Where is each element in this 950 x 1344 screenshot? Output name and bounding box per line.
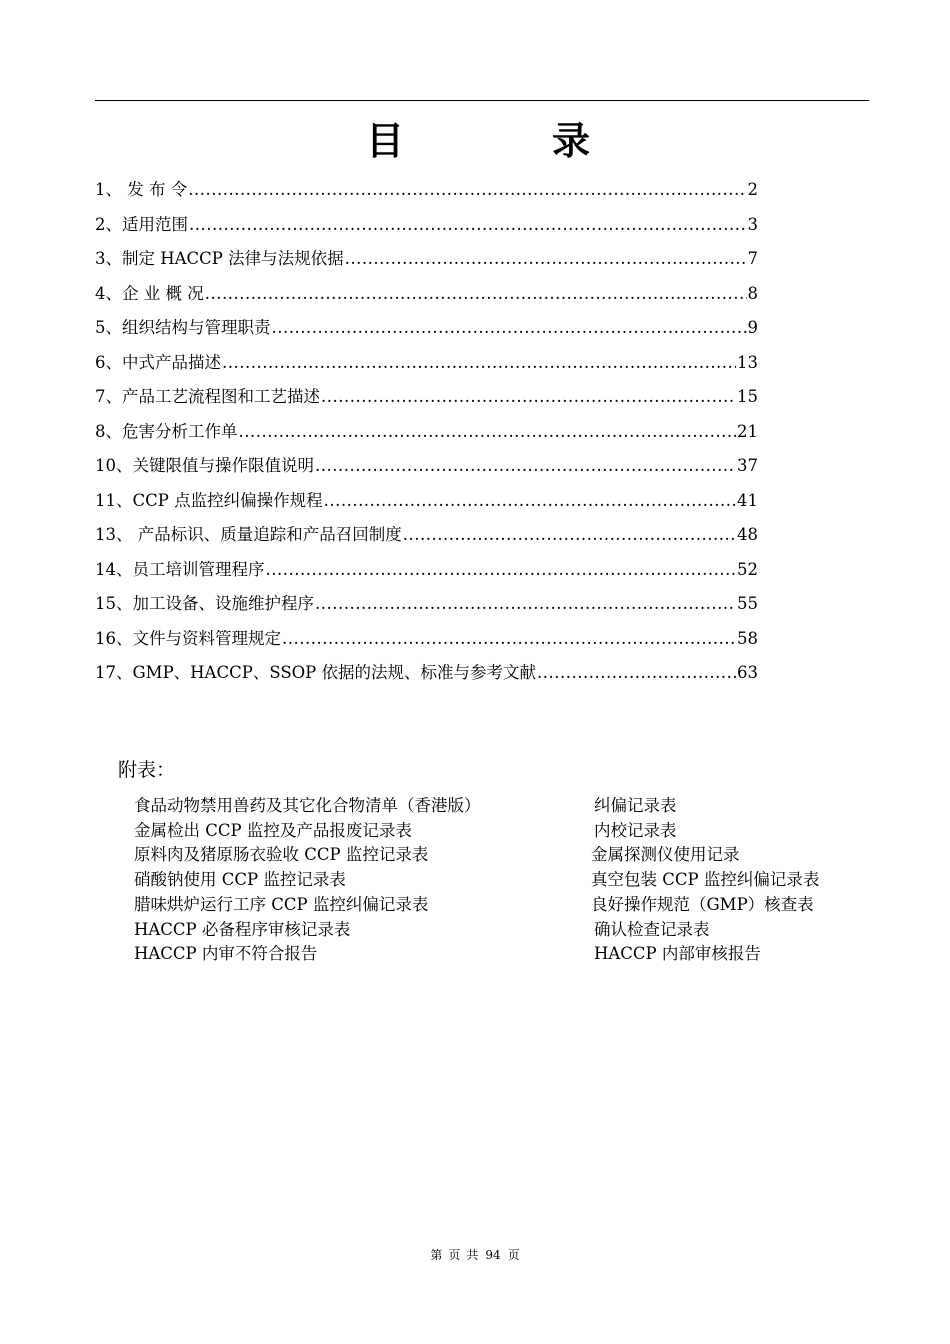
toc-dot-leader [321,383,736,411]
appendix-item: 确认检查记录表 [594,919,710,939]
toc-dot-leader [345,245,747,273]
toc-entry-label: 5、组织结构与管理职责 [95,318,271,337]
toc-entry[interactable] [95,245,758,280]
toc-entry-label: 15、加工设备、设施维护程序 [95,594,314,613]
toc-dot-leader [403,521,736,549]
toc-entry[interactable] [95,487,758,522]
toc-entry-label: 16、文件与资料管理规定 [95,628,281,648]
toc-entry-page: 9 [747,318,758,337]
toc-entry-label: 6、中式产品描述 [95,352,221,372]
appendix-list-left [134,794,481,967]
toc-dot-leader [272,314,747,342]
toc-entry-page: 8 [747,283,758,303]
toc-dot-leader [315,590,736,618]
header-rule [95,100,869,101]
toc-dot-leader [189,211,747,239]
toc-entry-label: 1、 发 布 令 [95,180,188,199]
toc-title-char-1: 目 [366,118,405,163]
toc-entry-label: 2、适用范围 [95,214,188,234]
appendix-item: HACCP 必备程序审核记录表 [134,919,351,939]
toc-entry-label: 7、产品工艺流程图和工艺描述 [95,387,320,406]
toc-entry-label: 4、企 业 概 况 [95,283,204,303]
toc-entry-page: 13 [737,352,758,372]
appendix-item: 金属探测仪使用记录 [591,845,740,865]
toc-entry[interactable] [95,280,758,315]
appendix-item: 金属检出 CCP 监控及产品报废记录表 [134,820,412,840]
toc-entry-label: 11、CCP 点监控纠偏操作规程 [95,490,323,510]
appendix-item: 纠偏记录表 [594,796,677,815]
appendix-item: 腊味烘炉运行工序 CCP 监控纠偏记录表 [134,894,429,914]
appendix-item: 良好操作规范（GMP）核查表 [591,894,814,914]
toc-entry[interactable] [95,176,758,211]
toc-entry-label: 10、关键限值与操作限值说明 [95,456,314,475]
toc-entry-label: 8、危害分析工作单 [95,421,238,441]
toc-entry-page: 58 [737,628,758,648]
toc-dot-leader [266,556,737,584]
footer-suffix: 页 [507,1248,520,1262]
appendix-item: HACCP 内部审核报告 [594,944,761,964]
toc-entry-page: 21 [737,421,758,441]
toc-entry-page: 2 [747,180,758,199]
toc-entry[interactable] [95,418,758,453]
toc-entry-page: 52 [737,559,758,579]
toc-dot-leader [324,487,736,515]
toc-entry-label: 3、制定 HACCP 法律与法规依据 [95,249,344,268]
footer-total-prefix: 共 [466,1248,479,1262]
toc-title-char-2: 录 [552,118,591,163]
footer-page-word: 页 [448,1248,461,1262]
toc-entry[interactable] [95,625,758,660]
toc-dot-leader [282,625,736,653]
toc-entry[interactable] [95,314,758,349]
toc-entry-page: 7 [747,249,758,268]
toc-entry[interactable] [95,590,758,625]
appendix-item: 原料肉及猪原肠衣验收 CCP 监控记录表 [134,845,429,865]
appendix-title: 附表： [118,759,176,781]
toc-entry-page: 63 [737,663,758,682]
toc-entry-label: 14、员工培训管理程序 [95,559,265,579]
toc-entry[interactable] [95,383,758,418]
toc-entry-page: 15 [737,387,758,406]
appendix-list-right [591,794,819,967]
footer-total-pages: 94 [485,1248,501,1262]
toc-entry[interactable] [95,521,758,556]
toc-dot-leader [205,280,747,308]
page-footer [0,1246,950,1264]
toc-list [95,176,758,694]
toc-title [0,118,950,168]
toc-entry[interactable] [95,659,758,694]
appendix-item: 内校记录表 [594,820,677,840]
toc-dot-leader [188,176,746,204]
toc-entry[interactable] [95,349,758,384]
footer-prefix: 第 [430,1248,443,1262]
toc-entry[interactable] [95,452,758,487]
toc-dot-leader [222,349,736,377]
toc-entry-page: 3 [747,214,758,234]
toc-dot-leader [315,452,736,480]
appendix-item: 食品动物禁用兽药及其它化合物清单（香港版） [134,796,481,815]
appendix-item: 真空包装 CCP 监控纠偏记录表 [591,870,820,890]
toc-entry-page: 37 [737,456,758,475]
toc-entry[interactable] [95,556,758,591]
toc-entry-label: 17、GMP、HACCP、SSOP 依据的法规、标准与参考文献 [95,663,537,682]
toc-entry-page: 48 [737,525,758,544]
toc-entry[interactable] [95,211,758,246]
toc-entry-page: 41 [737,490,758,510]
toc-dot-leader [537,659,736,687]
appendix-item: 硝酸钠使用 CCP 监控记录表 [134,870,346,890]
toc-entry-page: 55 [737,594,758,613]
toc-dot-leader [239,418,737,446]
toc-entry-label: 13、 产品标识、质量追踪和产品召回制度 [95,525,402,544]
appendix-item: HACCP 内审不符合报告 [134,944,318,964]
